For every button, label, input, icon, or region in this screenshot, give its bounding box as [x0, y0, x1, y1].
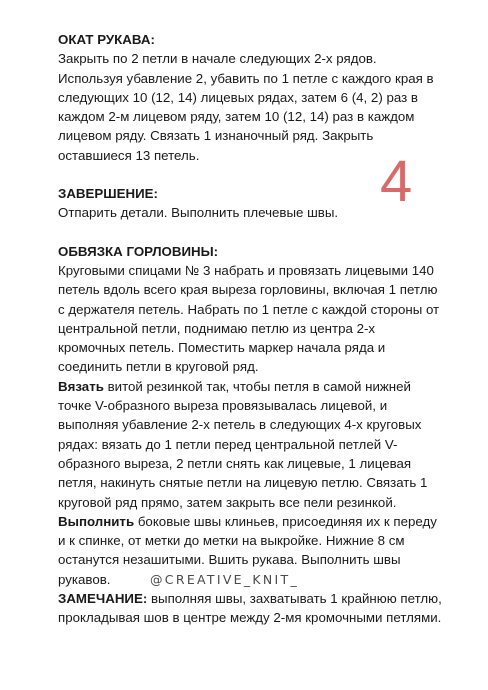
seams-text: боковые швы клиньев, присоединяя их к переду и к спинке, от метки до метки на выкройке. Нижние 8 см останутся незашитыми. Вшить рукава. Выполнить швы рукавов. — [58, 513, 437, 587]
paragraph-sleeve-cap: Закрыть по 2 петли в начале следующих 2-х рядов. Используя убавление 2, убавить по 1 петле с каждого края в следующих 10 (12, 14) лицевых рядах, затем 6 (4, 2) раз в каждом 2-м лицевом ряду, затем 10 (12, 14) раз в каждом лицевом ряду. Связать 1 изнаночный ряд. Закрыть оставшиеся 13 петель. — [58, 51, 434, 163]
heading-neckband: ОБВЯЗКА ГОРЛОВИНЫ: — [58, 243, 219, 259]
paragraph-knit — [58, 377, 443, 512]
spacer — [58, 223, 443, 242]
paragraph-finishing: Отпарить детали. Выполнить плечевые швы. — [58, 205, 339, 221]
knit-text: витой резинкой так, чтобы петля в самой нижней точке V-образного выреза провязывалась лицевой, и выполняя убавление 2-х петель в следующих 4-х круговых рядах: вязать до 1 петли перед центральной петлей V-образного выреза, 2 петли снять как лицевые, 1 лицевая петля, накинуть снятые петли на лицевую петлю. Связать 1 круговой ряд прямо, затем закрыть все пели резинкой. — [58, 378, 428, 510]
document-body — [58, 30, 443, 628]
paragraph-note — [58, 589, 443, 628]
watermark: @CREATIVE_KNIT_ — [150, 572, 300, 587]
seams-keyword: Выполнить — [58, 513, 135, 529]
paragraph-neckband: Круговыми спицами № 3 набрать и провязать лицевыми 140 петель вдоль всего края выреза горловины, включая 1 петлю с держателя петель. Набрать по 1 петле с каждой стороны от центральной петли, поднимаю петлю из центра 2-х кромочных петель. Поместить маркер начала ряда и соединить петли в круговой ряд. — [58, 262, 440, 375]
note-keyword: ЗАМЕЧАНИЕ: — [58, 591, 148, 607]
heading-sleeve-cap: ОКАТ РУКАВА: — [58, 32, 155, 47]
page-number: 4 — [380, 149, 413, 214]
heading-finishing: ЗАВЕРШЕНИЕ: — [58, 186, 158, 202]
note-text: выполняя швы, захватывать 1 крайнюю петлю, прокладывая шов в центре между 2-мя кромочными петлями. — [58, 591, 442, 626]
knit-keyword: Вязать — [58, 378, 104, 394]
